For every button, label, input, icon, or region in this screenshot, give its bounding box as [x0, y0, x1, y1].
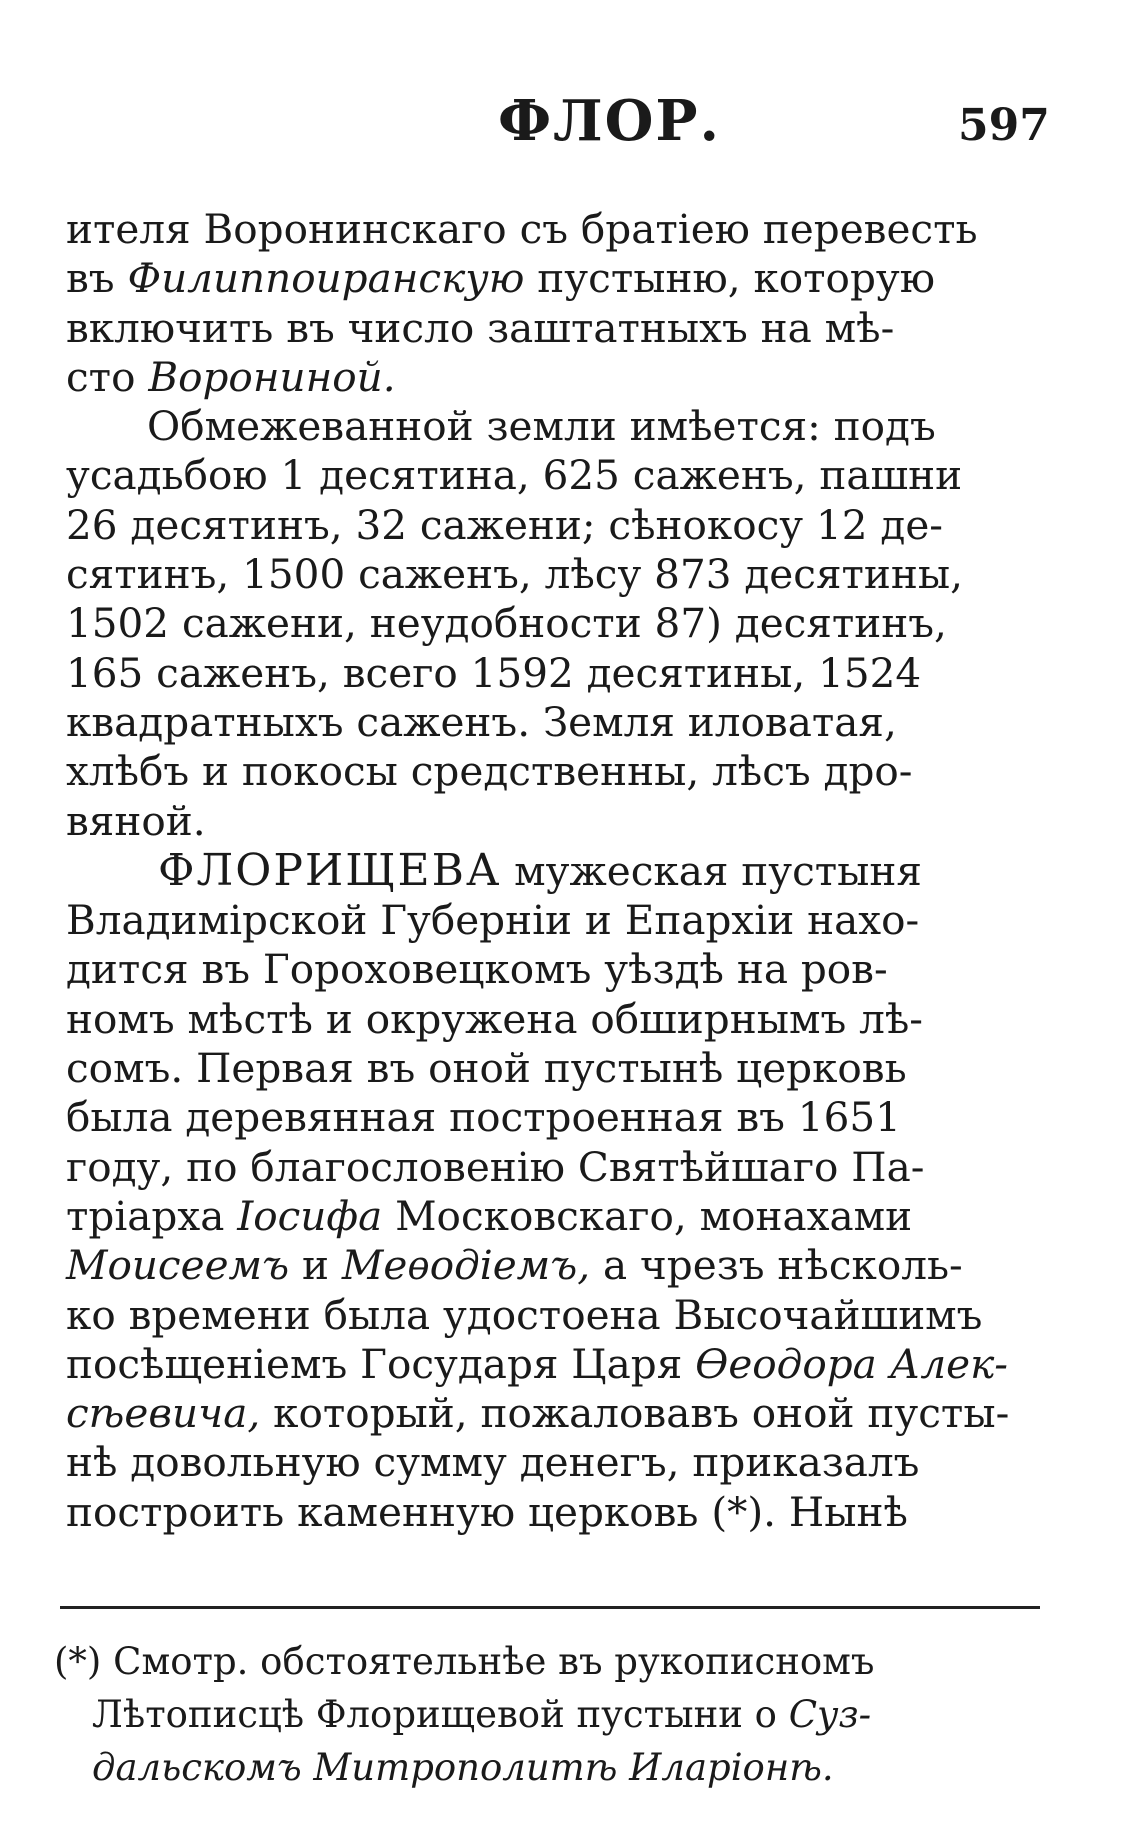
- body-line: [66, 649, 1046, 698]
- footnote-text-run: Лѣтописцѣ Флорищевой пустыни о: [92, 1693, 789, 1736]
- body-line: [66, 402, 1046, 451]
- body-text-run: хлѣбъ и покосы средственны, лѣсъ дро-: [66, 747, 913, 796]
- body-text-run: посѣщенiемъ Государя Царя: [66, 1339, 696, 1388]
- footnote: [54, 1635, 1044, 1794]
- body-text-run: который, пожаловавъ оной пусты-: [260, 1389, 1010, 1438]
- body-text-run: 26 десятинъ, 32 сажени; сѣнокосу 12 де-: [66, 500, 943, 549]
- body-line: [66, 1488, 1046, 1537]
- body-text-run: нѣ довольную сумму денегъ, приказалъ: [66, 1438, 920, 1487]
- body-text-run: квадратныхъ саженъ. Земля иловатая,: [66, 697, 897, 746]
- body-text-run: трiарха: [66, 1191, 238, 1240]
- main-text: [66, 205, 1046, 1537]
- body-line: [66, 1340, 1046, 1389]
- body-line: [66, 896, 1046, 945]
- footnote-rule: [60, 1606, 1040, 1609]
- body-line: [66, 1044, 1046, 1093]
- body-line: [66, 747, 1046, 796]
- body-text-run: мужеская пустыня: [501, 846, 922, 895]
- body-line: [66, 304, 1046, 353]
- footnote-line: [54, 1688, 1044, 1741]
- body-text-run: сто: [66, 352, 149, 401]
- body-text-run: 165 саженъ, всего 1592 десятины, 1524: [66, 648, 922, 697]
- body-text-run: была деревянная построенная въ 1651: [66, 1093, 901, 1142]
- body-text-run: усадьбою 1 десятина, 625 саженъ, пашни: [66, 451, 963, 500]
- body-text-run: Филиппоиранскую: [127, 254, 525, 303]
- body-text-run: Московскаго, монахами: [382, 1191, 913, 1240]
- body-text-run: ко времени была удостоена Высочайшимъ: [66, 1290, 983, 1339]
- body-text-run: Моисеемъ: [66, 1241, 290, 1290]
- body-text-run: Iосифа: [237, 1191, 383, 1240]
- body-line: [66, 698, 1046, 747]
- body-text-run: Владимiрской Губернiи и Епархiи нахо-: [66, 896, 920, 945]
- body-text-run: ителя Воронинскаго съ братiею перевесть: [66, 205, 978, 253]
- body-line: [66, 846, 1046, 896]
- body-line: [66, 945, 1046, 994]
- body-text-run: сѣевича,: [66, 1389, 261, 1438]
- body-line: [66, 797, 1046, 846]
- body-line: [66, 1389, 1046, 1438]
- body-text-run: вяной.: [66, 796, 206, 845]
- body-text-run: пустыню, которую: [524, 254, 935, 303]
- footnote-line: [54, 1635, 1044, 1688]
- body-line: [66, 451, 1046, 500]
- body-text-run: Ѳеодора Алек-: [695, 1339, 1008, 1388]
- body-line: [66, 1192, 1046, 1241]
- body-line: [66, 1093, 1046, 1142]
- body-text-run: сятинъ, 1500 саженъ, лѣсу 873 десятины,: [66, 550, 963, 599]
- body-line: [66, 205, 1046, 254]
- body-text-run: сомъ. Первая въ оной пустынѣ церковь: [66, 1044, 907, 1093]
- body-text-run: и: [289, 1241, 342, 1290]
- footnote-text-run: (*) Смотр. обстоятельнѣе въ рукописномъ: [54, 1640, 875, 1683]
- body-text-run: построить каменную церковь (*). Нынѣ: [66, 1487, 908, 1536]
- body-text-run: Ворониной.: [148, 352, 396, 401]
- body-text-run: въ: [66, 254, 128, 303]
- body-text-run: 1502 сажени, неудобности 87) десятинъ,: [66, 599, 947, 648]
- body-line: [66, 1291, 1046, 1340]
- body-line: [66, 599, 1046, 648]
- footnote-line: [54, 1741, 1044, 1794]
- footnote-text-run: Суз-: [788, 1693, 872, 1736]
- body-line: [66, 550, 1046, 599]
- body-line: [66, 995, 1046, 1044]
- running-head: [0, 80, 1140, 170]
- body-line: [66, 353, 1046, 402]
- body-text-run: году, по благословенiю Святѣйшаго Па-: [66, 1142, 925, 1191]
- body-text-run: Меѳодiемъ,: [341, 1241, 591, 1290]
- body-text-run: дится въ Гороховецкомъ уѣздѣ на ров-: [66, 945, 888, 994]
- body-line: [66, 254, 1046, 303]
- body-text-run: Обмежеванной земли имѣется: подъ: [66, 402, 936, 451]
- footnote-text-run: дальскомъ Митрополитѣ Иларiонѣ.: [92, 1746, 834, 1789]
- body-line: [66, 1438, 1046, 1487]
- page-number: 597: [958, 100, 1050, 151]
- body-text-run: номъ мѣстѣ и окружена обширнымъ лѣ-: [66, 994, 923, 1043]
- body-text-run: а чрезъ нѣсколь-: [590, 1241, 963, 1290]
- running-title: ФЛОР.: [498, 88, 722, 154]
- body-line: [66, 1241, 1046, 1290]
- body-line: [66, 1143, 1046, 1192]
- body-line: [66, 501, 1046, 550]
- body-text-run: ФЛОРИЩЕВА: [66, 844, 502, 896]
- body-text-run: включить въ число заштатныхъ на мѣ-: [66, 303, 895, 352]
